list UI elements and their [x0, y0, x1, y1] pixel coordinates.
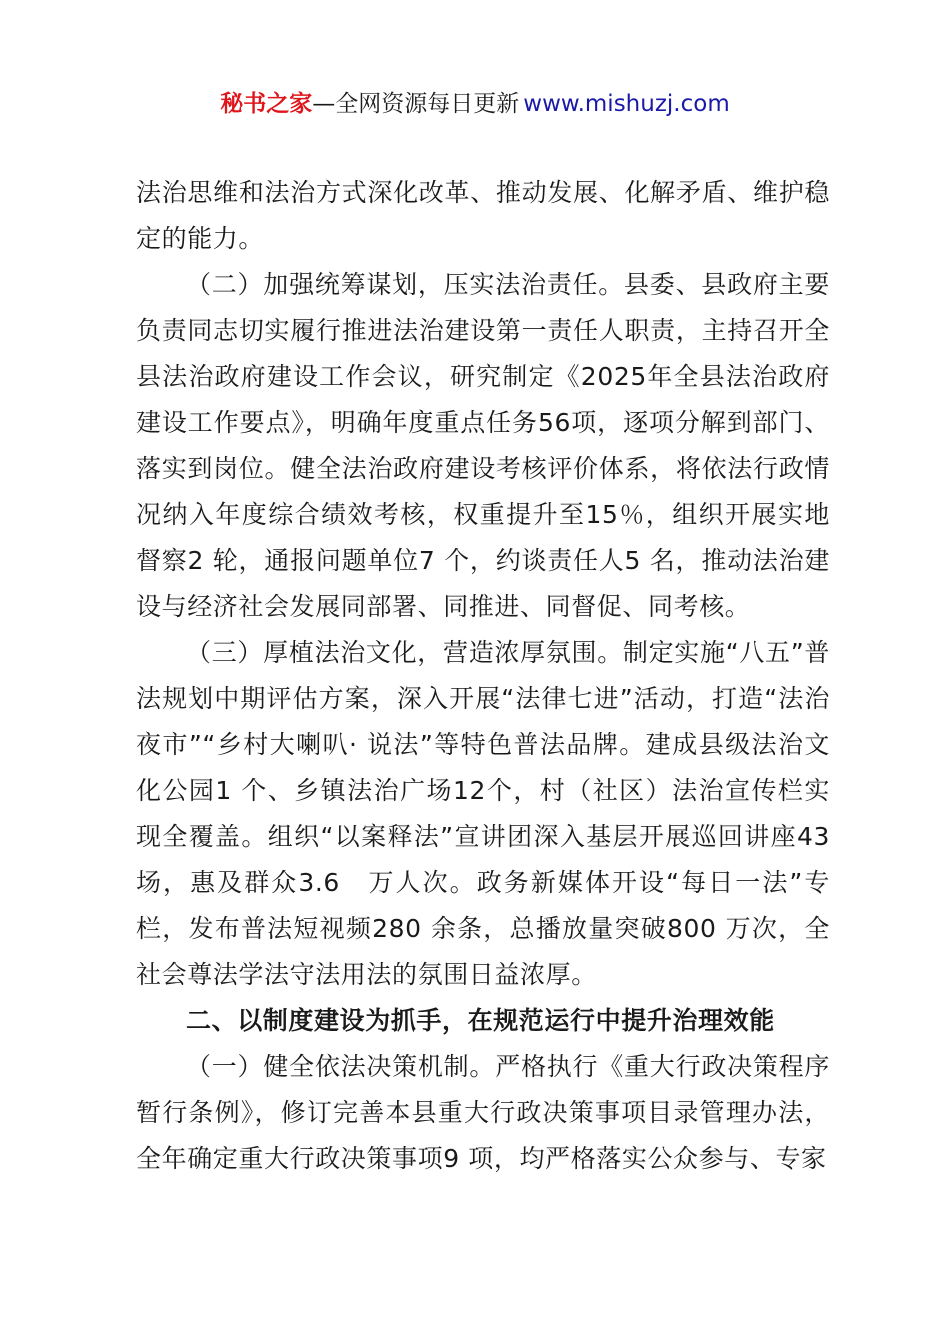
brand-name: 秘书之家 [220, 91, 313, 117]
site-url-link[interactable]: www.mishuzj.com [523, 91, 730, 117]
section-heading: 二、以制度建设为抓手，在规范运行中提升治理效能 [186, 1006, 775, 1035]
paragraph-text: 制定实施“八五”普法规划中期评估方案，深入开展“法律七进”活动，打造“法治夜市”“乡村大喇叭· 说法”等特色普法品牌。建成县级法治文化公园1 个、乡镇法治广场12个，村（社区）法治宣传栏实现全覆盖。组织“以案释法”宣讲团深入基层开展巡回讲座43场，惠及群众3.6 万人次。政务新媒体开设“每日一法”专栏，发布普法短视频280 余条，总播放量突破800 万次，全社会尊法学法守法用法的氛围日益浓厚。 [136, 638, 830, 989]
paragraph-text: 县委、县政府主要负责同志切实履行推进法治建设第一责任人职责，主持召开全县法治政府建设工作会议，研究制定《2025年全县法治政府建设工作要点》，明确年度重点任务56项，逐项分解到部门、落实到岗位。健全法治政府建设考核评价体系，将依法行政情况纳入年度综合绩效考核，权重提升至15％，组织开展实地督察2 轮，通报问题单位7 个，约谈责任人5 名，推动法治建设与经济社会发展同部署、同推进、同督促、同考核。 [136, 270, 830, 621]
paragraph-coordination [136, 262, 830, 630]
paragraph-continuation: 法治思维和法治方式深化改革、推动发展、化解矛盾、维护稳定的能力。 [136, 178, 830, 253]
page-header [0, 88, 950, 120]
paragraph-lead: （一）健全依法决策机制。 [186, 1052, 496, 1081]
header-tagline: —全网资源每日更新 [312, 91, 520, 117]
paragraph-lead: （二）加强统筹谋划，压实法治责任。 [186, 270, 625, 299]
paragraph-decision-mechanism [136, 1044, 830, 1182]
paragraph-text: 严格执行《重大行政决策程序暂行条例》，修订完善本县重大行政决策事项目录管理办法，全年确定重大行政决策事项9 项，均严格落实公众参与、专家 [136, 1052, 830, 1173]
paragraph-legal-culture [136, 630, 830, 998]
paragraph-lead: （三）厚植法治文化，营造浓厚氛围。 [186, 638, 623, 667]
document-body [136, 170, 830, 1182]
